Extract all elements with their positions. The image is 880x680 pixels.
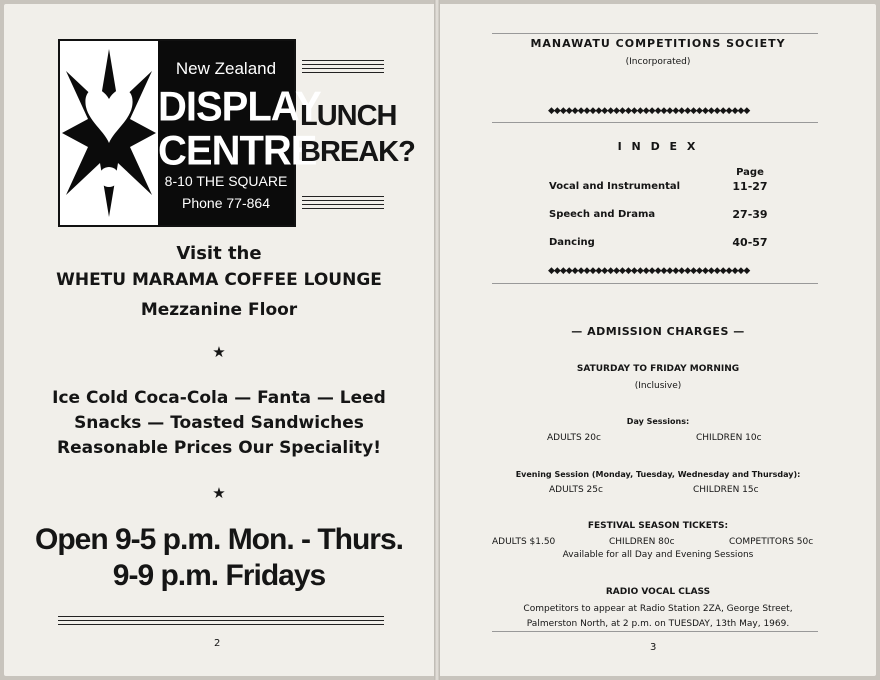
lunch-line: LUNCH bbox=[300, 100, 397, 132]
index-pages-speech: 27-39 bbox=[732, 208, 768, 221]
star-divider-icon: ★ bbox=[212, 484, 226, 502]
festival-adults-price: ADULTS $1.50 bbox=[492, 537, 556, 547]
right-page bbox=[440, 4, 876, 676]
visit-text: Visit the bbox=[176, 243, 262, 264]
diamond-border: ◆◆◆◆◆◆◆◆◆◆◆◆◆◆◆◆◆◆◆◆◆◆◆◆◆◆◆◆◆◆◆◆◆◆ bbox=[548, 266, 750, 276]
advert-line-display: DISPLAY bbox=[158, 83, 321, 131]
index-label-dancing: Dancing bbox=[549, 237, 595, 248]
lunch-break-heading bbox=[300, 98, 415, 170]
mid-rules bbox=[302, 196, 384, 212]
festival-children-price: CHILDREN 80c bbox=[609, 537, 675, 547]
availability-text: Available for all Day and Evening Sessions bbox=[562, 550, 754, 560]
day-children-price: CHILDREN 10c bbox=[696, 433, 762, 443]
radio-line-2: Palmerston North, at 2 p.m. on TUESDAY, 13th May, 1969. bbox=[526, 619, 790, 629]
advert-text-panel bbox=[158, 41, 321, 225]
festival-heading: FESTIVAL SEASON TICKETS: bbox=[587, 521, 729, 531]
menu-line-2: Snacks — Toasted Sandwiches bbox=[74, 413, 364, 433]
footer-rule bbox=[492, 631, 818, 632]
bottom-rules bbox=[58, 616, 384, 628]
admission-rule bbox=[492, 283, 818, 284]
menu-text bbox=[4, 386, 434, 461]
opening-hours bbox=[4, 522, 434, 594]
advert-line-nz: New Zealand bbox=[175, 59, 277, 78]
index-label-speech: Speech and Drama bbox=[549, 209, 656, 220]
evening-adults-price: ADULTS 25c bbox=[549, 485, 603, 495]
radio-line-1: Competitors to appear at Radio Station 2ZA, George Street, bbox=[523, 604, 793, 614]
index-pages-vocal: 11-27 bbox=[732, 180, 768, 193]
advert-address: 8-10 THE SQUARE bbox=[164, 173, 288, 189]
admission-title: — ADMISSION CHARGES — bbox=[571, 325, 745, 338]
page-column-header: Page bbox=[736, 167, 764, 178]
header-rule bbox=[492, 33, 818, 34]
venue-name: WHETU MARAMA COFFEE LOUNGE bbox=[56, 270, 382, 290]
display-centre-advert bbox=[58, 39, 321, 227]
page-number-right: 3 bbox=[650, 642, 657, 653]
society-title: MANAWATU COMPETITIONS SOCIETY bbox=[530, 37, 786, 50]
index-pages-dancing: 40-57 bbox=[732, 236, 768, 249]
menu-line-1: Ice Cold Coca-Cola — Fanta — Leed bbox=[52, 388, 386, 408]
star-divider-icon: ★ bbox=[212, 343, 226, 361]
break-line: BREAK? bbox=[300, 136, 415, 168]
radio-class-details bbox=[440, 602, 876, 632]
day-adults-price: ADULTS 20c bbox=[547, 433, 601, 443]
evening-children-price: CHILDREN 15c bbox=[693, 485, 759, 495]
hours-line-1: Open 9-5 p.m. Mon. - Thurs. bbox=[34, 523, 403, 556]
index-title: I N D E X bbox=[617, 140, 699, 153]
venue-floor: Mezzanine Floor bbox=[140, 300, 298, 320]
star-heart-logo-icon bbox=[60, 41, 158, 225]
top-rules bbox=[302, 60, 384, 76]
menu-line-3: Reasonable Prices Our Speciality! bbox=[56, 438, 381, 458]
page-number-left: 2 bbox=[214, 638, 221, 649]
hours-line-2: 9-9 p.m. Fridays bbox=[112, 559, 326, 592]
evening-session-heading: Evening Session (Monday, Tuesday, Wednesday and Thursday): bbox=[515, 470, 801, 479]
advert-phone: Phone 77-864 bbox=[182, 195, 270, 211]
saturday-heading: SATURDAY TO FRIDAY MORNING bbox=[576, 364, 740, 374]
inclusive-text: (Inclusive) bbox=[634, 381, 682, 391]
day-sessions-heading: Day Sessions: bbox=[626, 417, 690, 426]
incorporated-text: (Incorporated) bbox=[625, 57, 691, 67]
diamond-border: ◆◆◆◆◆◆◆◆◆◆◆◆◆◆◆◆◆◆◆◆◆◆◆◆◆◆◆◆◆◆◆◆◆◆ bbox=[548, 106, 750, 116]
index-rule bbox=[492, 122, 818, 123]
festival-competitors-price: COMPETITORS 50c bbox=[729, 537, 814, 547]
advert-line-centre: CENTRE bbox=[158, 127, 317, 175]
radio-class-heading: RADIO VOCAL CLASS bbox=[605, 587, 711, 597]
index-label-vocal: Vocal and Instrumental bbox=[549, 181, 681, 192]
